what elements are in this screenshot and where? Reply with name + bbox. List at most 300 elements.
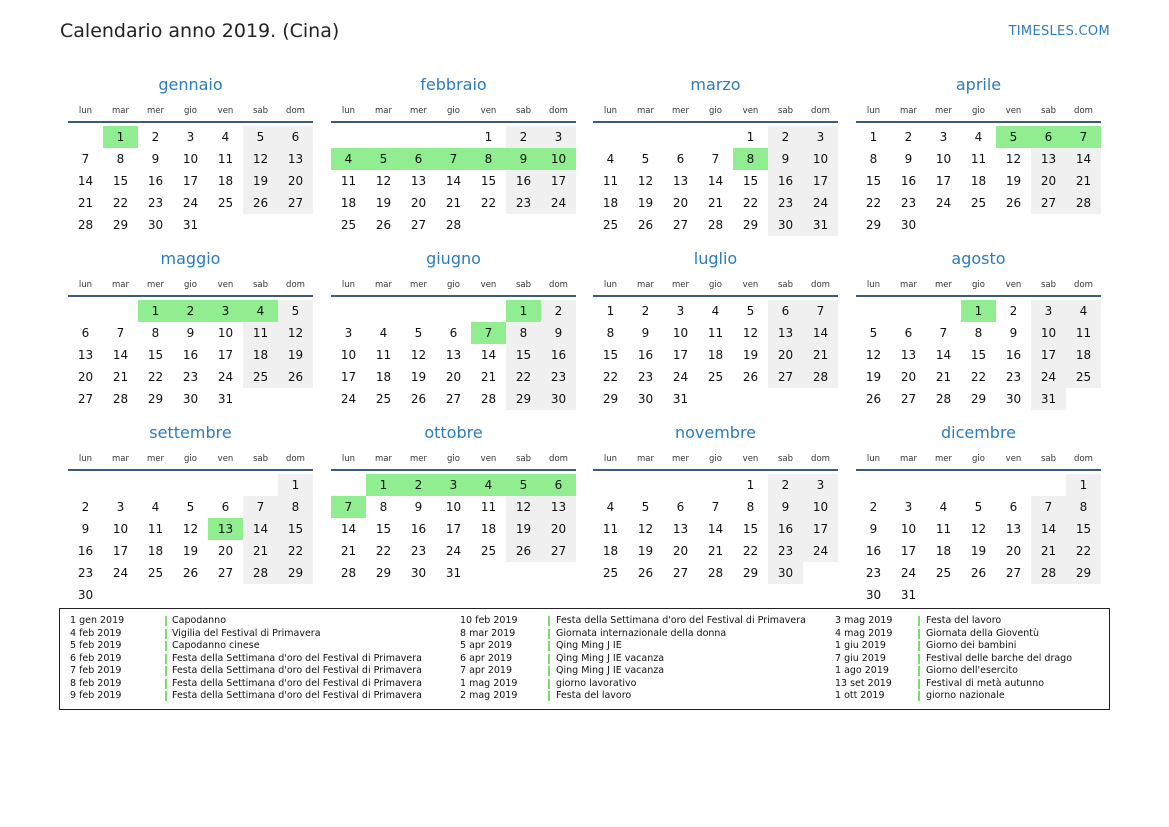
weekday-label: mar [112, 280, 129, 290]
day-cell: 17 [541, 170, 576, 192]
day-cell: 26 [637, 218, 654, 232]
day-cell: 18 [375, 370, 392, 384]
day-cell: 4 [151, 500, 160, 514]
holiday-name: Festa del lavoro [926, 615, 1002, 626]
legend-column [835, 615, 1169, 703]
day-cell: 22 [742, 196, 759, 210]
day-cell: 26 [742, 370, 759, 384]
day-cell: 17 [935, 174, 952, 188]
holiday-name: Festa della Settimana d'oro del Festival di Primavera [172, 665, 422, 676]
weekday-label: mer [409, 280, 427, 290]
weekday-label: ven [480, 106, 497, 116]
day-cell: 4 [974, 130, 983, 144]
day-cell: 3 [186, 130, 195, 144]
weekday-label: mar [637, 454, 654, 464]
day-cell: 28 [480, 392, 497, 406]
day-cell: 18 [602, 544, 619, 558]
weekday-label: gio [709, 454, 722, 464]
day-cell: 17 [217, 348, 234, 362]
day-cell: 12 [278, 322, 313, 344]
day-cell: 16 [768, 518, 803, 540]
day-cell: 22 [278, 540, 313, 562]
holiday-date: 1 ott 2019 [835, 690, 885, 701]
day-cell: 27 [900, 392, 917, 406]
day-cell: 17 [340, 370, 357, 384]
weekday-label: mar [900, 280, 917, 290]
day-cell: 11 [375, 348, 392, 362]
day-cell: 11 [707, 326, 724, 340]
holiday-name: Capodanno [172, 615, 227, 626]
day-cell: 5 [366, 148, 401, 170]
day-cell: 4 [711, 304, 720, 318]
day-cell: 2 [768, 126, 803, 148]
day-cell: 5 [641, 152, 650, 166]
holiday-marker [918, 641, 920, 651]
day-cell: 11 [602, 174, 619, 188]
day-cell: 6 [449, 326, 458, 340]
day-cell: 25 [243, 366, 278, 388]
day-cell: 21 [935, 370, 952, 384]
day-cell: 5 [996, 126, 1031, 148]
day-cell: 21 [480, 370, 497, 384]
day-cell: 13 [410, 174, 427, 188]
day-cell: 25 [217, 196, 234, 210]
day-cell: 16 [900, 174, 917, 188]
day-cell: 1 [278, 474, 313, 496]
day-cell: 3 [344, 326, 353, 340]
day-cell: 24 [900, 566, 917, 580]
day-cell: 7 [81, 152, 90, 166]
day-cell: 27 [217, 566, 234, 580]
day-cell: 30 [900, 218, 917, 232]
weekday-label: gio [447, 454, 460, 464]
day-cell: 4 [606, 152, 615, 166]
day-cell: 12 [1005, 152, 1022, 166]
holiday-date: 4 mag 2019 [835, 627, 893, 639]
page-title: Calendario anno 2019. (Cina) [60, 20, 340, 42]
day-cell: 17 [112, 544, 129, 558]
day-cell: 1 [506, 300, 541, 322]
day-cell: 19 [637, 196, 654, 210]
day-cell: 24 [935, 196, 952, 210]
holiday-marker [548, 641, 550, 651]
holiday-name: Qing Ming J IE vacanza [556, 652, 665, 664]
day-cell: 25 [970, 196, 987, 210]
day-cell: 18 [217, 174, 234, 188]
month-underline [331, 469, 576, 471]
day-cell: 20 [278, 170, 313, 192]
legend-row [70, 665, 450, 678]
day-cell: 28 [1066, 192, 1101, 214]
day-cell: 24 [803, 192, 838, 214]
day-cell: 26 [506, 540, 541, 562]
day-cell: 20 [1031, 170, 1066, 192]
weekday-label: sab [252, 454, 269, 464]
day-cell: 25 [375, 392, 392, 406]
day-cell: 21 [1031, 540, 1066, 562]
month-underline [593, 121, 838, 123]
day-cell: 7 [471, 322, 506, 344]
day-cell: 12 [865, 348, 882, 362]
month-name: luglio [693, 249, 738, 268]
day-cell: 30 [1005, 392, 1022, 406]
holiday-marker [918, 691, 920, 701]
day-cell: 5 [506, 474, 541, 496]
day-cell: 16 [768, 170, 803, 192]
day-cell: 31 [1031, 388, 1066, 410]
weekday-label: mar [375, 106, 392, 116]
day-cell: 30 [768, 214, 803, 236]
weekday-label: ven [217, 454, 234, 464]
day-cell: 11 [935, 522, 952, 536]
day-cell: 9 [81, 522, 90, 536]
day-cell: 16 [541, 344, 576, 366]
day-cell: 14 [935, 348, 952, 362]
day-cell: 4 [221, 130, 230, 144]
legend-row [70, 653, 450, 666]
day-cell: 28 [77, 218, 94, 232]
day-cell: 13 [208, 518, 243, 540]
legend-row [835, 665, 1169, 678]
day-cell: 10 [1031, 322, 1066, 344]
day-cell: 3 [116, 500, 125, 514]
legend-row [460, 665, 840, 678]
day-cell: 24 [182, 196, 199, 210]
day-cell: 29 [375, 566, 392, 580]
day-cell: 16 [182, 348, 199, 362]
day-cell: 15 [742, 522, 759, 536]
month-underline [68, 295, 313, 297]
day-cell: 7 [1066, 126, 1101, 148]
day-cell: 31 [900, 588, 917, 602]
day-cell: 19 [243, 170, 278, 192]
day-cell: 24 [217, 370, 234, 384]
day-cell: 19 [865, 370, 882, 384]
day-cell: 8 [746, 500, 755, 514]
day-cell: 27 [1031, 192, 1066, 214]
weekday-label: mar [900, 454, 917, 464]
day-cell: 5 [414, 326, 423, 340]
day-cell: 24 [803, 540, 838, 562]
day-cell: 16 [77, 544, 94, 558]
day-cell: 30 [410, 566, 427, 580]
day-cell: 18 [340, 196, 357, 210]
day-cell: 10 [541, 148, 576, 170]
day-cell: 18 [480, 522, 497, 536]
weekday-label: lun [341, 280, 356, 290]
day-cell: 2 [1009, 304, 1018, 318]
day-cell: 1 [869, 130, 878, 144]
day-cell: 9 [869, 522, 878, 536]
day-cell: 21 [1066, 170, 1101, 192]
day-cell: 4 [379, 326, 388, 340]
weekday-label: lun [866, 280, 881, 290]
day-cell: 1 [1066, 474, 1101, 496]
day-cell: 4 [243, 300, 278, 322]
weekday-label: lun [603, 280, 618, 290]
legend-row [460, 640, 840, 653]
day-cell: 13 [672, 174, 689, 188]
day-cell: 22 [375, 544, 392, 558]
day-cell: 24 [112, 566, 129, 580]
day-cell: 23 [182, 370, 199, 384]
day-cell: 27 [672, 566, 689, 580]
month-name: maggio [160, 249, 221, 268]
day-cell: 9 [506, 148, 541, 170]
day-cell: 11 [1066, 322, 1101, 344]
day-cell: 21 [112, 370, 129, 384]
holiday-name: Vigilia del Festival di Primavera [172, 627, 321, 639]
day-cell: 6 [1031, 126, 1066, 148]
day-cell: 28 [707, 566, 724, 580]
day-cell: 28 [112, 392, 129, 406]
day-cell: 7 [331, 496, 366, 518]
day-cell: 2 [173, 300, 208, 322]
holiday-date: 1 gen 2019 [70, 615, 125, 626]
day-cell: 31 [803, 214, 838, 236]
day-cell: 9 [768, 496, 803, 518]
day-cell: 5 [974, 500, 983, 514]
day-cell: 10 [182, 152, 199, 166]
day-cell: 22 [602, 370, 619, 384]
day-cell: 15 [147, 348, 164, 362]
day-cell: 17 [1031, 344, 1066, 366]
day-cell: 19 [637, 544, 654, 558]
day-cell: 8 [974, 326, 983, 340]
day-cell: 22 [970, 370, 987, 384]
weekday-label: gio [972, 106, 985, 116]
day-cell: 19 [506, 518, 541, 540]
day-cell: 20 [672, 544, 689, 558]
weekday-label: ven [742, 454, 759, 464]
day-cell: 11 [602, 522, 619, 536]
day-cell: 4 [1066, 300, 1101, 322]
weekday-label: ven [742, 106, 759, 116]
day-cell: 9 [768, 148, 803, 170]
holiday-date: 8 mar 2019 [460, 627, 516, 639]
weekday-label: dom [1074, 280, 1093, 290]
day-cell: 2 [904, 130, 913, 144]
holiday-date: 1 giu 2019 [835, 640, 886, 651]
day-cell: 12 [637, 174, 654, 188]
day-cell: 27 [278, 192, 313, 214]
weekday-label: mer [409, 454, 427, 464]
day-cell: 3 [541, 126, 576, 148]
day-cell: 17 [803, 518, 838, 540]
day-cell: 15 [742, 174, 759, 188]
day-cell: 2 [869, 500, 878, 514]
holiday-name: Festa del lavoro [556, 690, 632, 701]
weekday-label: dom [549, 106, 568, 116]
month-name: gennaio [158, 75, 223, 94]
day-cell: 26 [182, 566, 199, 580]
day-cell: 23 [147, 196, 164, 210]
day-cell: 22 [147, 370, 164, 384]
day-cell: 25 [147, 566, 164, 580]
day-cell: 12 [742, 326, 759, 340]
day-cell: 9 [186, 326, 195, 340]
weekday-label: sab [515, 280, 532, 290]
day-cell: 23 [1005, 370, 1022, 384]
weekday-label: ven [1005, 280, 1022, 290]
weekday-label: mar [375, 454, 392, 464]
weekday-label: lun [78, 454, 93, 464]
month-name: dicembre [940, 423, 1017, 442]
day-cell: 29 [278, 562, 313, 584]
day-cell: 24 [672, 370, 689, 384]
weekday-label: sab [515, 454, 532, 464]
weekday-label: gio [972, 454, 985, 464]
day-cell: 23 [865, 566, 882, 580]
brand-link[interactable]: TIMESLES.COM [1008, 24, 1110, 39]
day-cell: 29 [970, 392, 987, 406]
day-cell: 1 [484, 130, 493, 144]
day-cell: 14 [707, 522, 724, 536]
day-cell: 19 [742, 348, 759, 362]
legend-row [835, 678, 1169, 691]
day-cell: 30 [865, 588, 882, 602]
day-cell: 3 [803, 126, 838, 148]
day-cell: 12 [375, 174, 392, 188]
holiday-date: 8 feb 2019 [70, 677, 122, 689]
day-cell: 13 [541, 496, 576, 518]
day-cell: 26 [637, 566, 654, 580]
day-cell: 31 [672, 392, 689, 406]
weekday-label: ven [742, 280, 759, 290]
day-cell: 26 [865, 392, 882, 406]
day-cell: 12 [410, 348, 427, 362]
day-cell: 31 [217, 392, 234, 406]
day-cell: 25 [707, 370, 724, 384]
day-cell: 17 [445, 522, 462, 536]
day-cell: 14 [1031, 518, 1066, 540]
day-cell: 6 [401, 148, 436, 170]
day-cell: 13 [1005, 522, 1022, 536]
day-cell: 7 [116, 326, 125, 340]
holiday-marker [165, 666, 167, 676]
day-cell: 13 [768, 322, 803, 344]
holiday-name: Festa della Settimana d'oro del Festival di Primavera [172, 677, 422, 689]
day-cell: 21 [77, 196, 94, 210]
weekday-label: ven [480, 280, 497, 290]
day-cell: 19 [278, 344, 313, 366]
day-cell: 14 [803, 322, 838, 344]
weekday-label: lun [866, 106, 881, 116]
holiday-date: 1 mag 2019 [460, 677, 518, 689]
holiday-name: Giorno dell'esercito [926, 665, 1018, 676]
day-cell: 6 [1009, 500, 1018, 514]
day-cell: 12 [182, 522, 199, 536]
day-cell: 23 [768, 192, 803, 214]
legend-row [835, 628, 1169, 641]
weekday-label: lun [603, 106, 618, 116]
weekday-label: mer [934, 280, 952, 290]
day-cell: 10 [935, 152, 952, 166]
legend-row [460, 678, 840, 691]
day-cell: 18 [707, 348, 724, 362]
day-cell: 14 [243, 518, 278, 540]
day-cell: 17 [182, 174, 199, 188]
holiday-marker [918, 666, 920, 676]
weekday-label: dom [286, 280, 305, 290]
month-underline [593, 295, 838, 297]
holiday-date: 5 feb 2019 [70, 640, 122, 651]
legend-row [70, 690, 450, 703]
day-cell: 25 [480, 544, 497, 558]
legend-row [460, 690, 840, 703]
day-cell: 19 [410, 370, 427, 384]
weekday-label: lun [78, 280, 93, 290]
day-cell: 6 [81, 326, 90, 340]
day-cell: 7 [939, 326, 948, 340]
legend-column [70, 615, 450, 703]
holiday-marker [548, 616, 550, 626]
day-cell: 23 [768, 540, 803, 562]
day-cell: 22 [506, 366, 541, 388]
day-cell: 11 [147, 522, 164, 536]
day-cell: 15 [602, 348, 619, 362]
day-cell: 10 [217, 326, 234, 340]
day-cell: 28 [243, 562, 278, 584]
day-cell: 5 [869, 326, 878, 340]
day-cell: 9 [151, 152, 160, 166]
day-cell: 25 [602, 566, 619, 580]
day-cell: 27 [77, 392, 94, 406]
day-cell: 22 [1066, 540, 1101, 562]
day-cell: 30 [768, 562, 803, 584]
month-name: giugno [426, 249, 481, 268]
weekday-label: ven [1005, 106, 1022, 116]
day-cell: 11 [480, 500, 497, 514]
holiday-date: 7 apr 2019 [460, 665, 513, 676]
weekday-label: lun [341, 454, 356, 464]
day-cell: 28 [340, 566, 357, 580]
day-cell: 9 [1009, 326, 1018, 340]
weekday-label: sab [252, 106, 269, 116]
day-cell: 28 [803, 366, 838, 388]
weekday-label: mer [146, 106, 164, 116]
day-cell: 30 [637, 392, 654, 406]
weekday-label: sab [777, 454, 794, 464]
day-cell: 30 [541, 388, 576, 410]
weekday-label: lun [603, 454, 618, 464]
weekday-label: ven [217, 280, 234, 290]
holiday-date: 6 apr 2019 [460, 652, 513, 664]
day-cell: 29 [506, 388, 541, 410]
weekday-label: gio [447, 280, 460, 290]
day-cell: 10 [112, 522, 129, 536]
month-underline [68, 469, 313, 471]
month-underline [331, 121, 576, 123]
day-cell: 27 [768, 366, 803, 388]
holiday-name: Qing Ming J IE [556, 640, 622, 651]
day-cell: 28 [935, 392, 952, 406]
day-cell: 2 [151, 130, 160, 144]
day-cell: 27 [672, 218, 689, 232]
legend-row [70, 615, 450, 628]
day-cell: 2 [506, 126, 541, 148]
day-cell: 13 [445, 348, 462, 362]
legend-row [460, 628, 840, 641]
weekday-label: mer [146, 280, 164, 290]
holiday-marker [918, 679, 920, 689]
day-cell: 8 [278, 496, 313, 518]
day-cell: 17 [672, 348, 689, 362]
day-cell: 5 [278, 300, 313, 322]
holiday-marker [165, 679, 167, 689]
day-cell: 3 [904, 500, 913, 514]
day-cell: 19 [182, 544, 199, 558]
